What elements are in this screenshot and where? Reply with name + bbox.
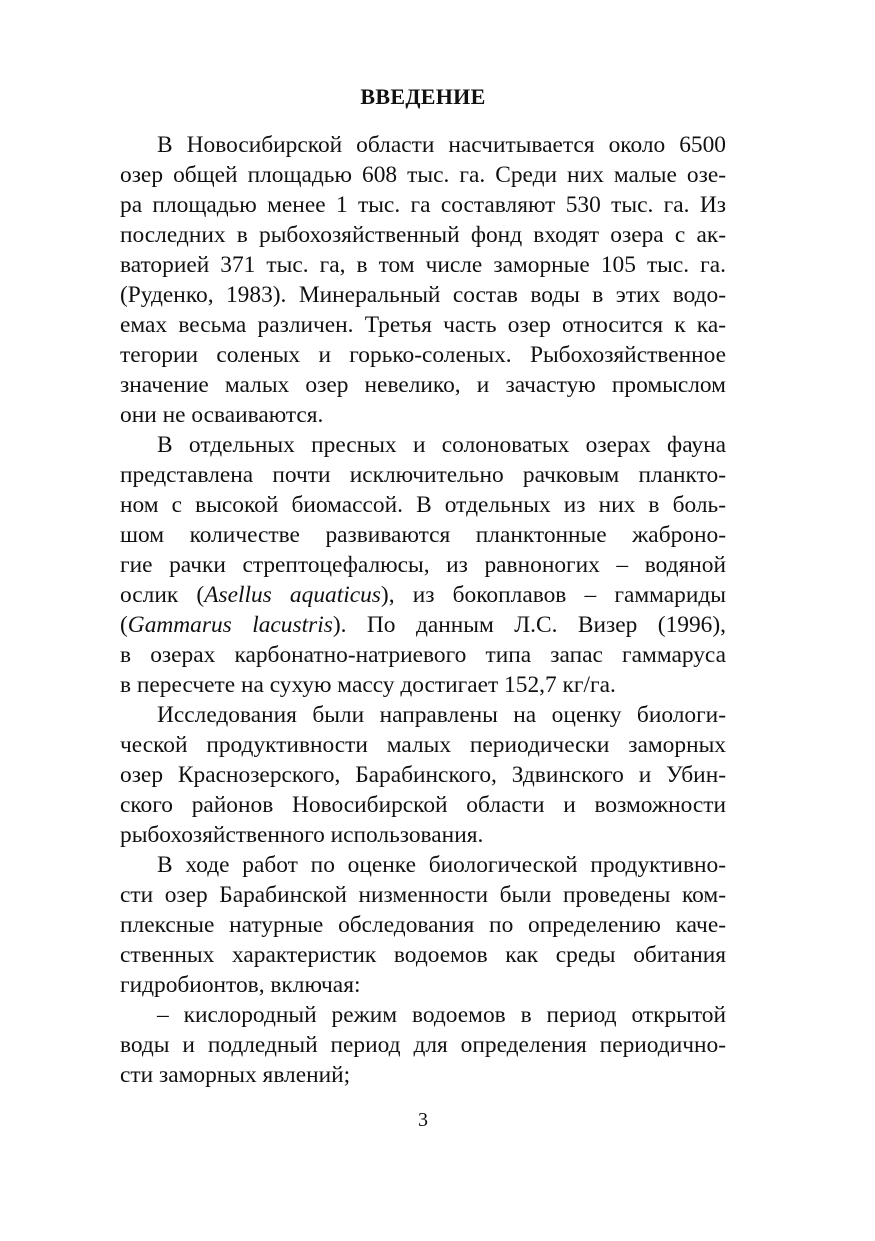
text-line: емах весьма различен. Третья часть озер относится к ка- [120, 312, 726, 338]
text-line: озер общей площадью 608 тыс. га. Среди них малые озе- [120, 162, 726, 188]
text-line: плексные натурные обследования по определению каче- [120, 912, 726, 938]
page-title: ВВЕДЕНИЕ [360, 84, 486, 109]
text-line [120, 610, 726, 640]
text-line: тегории соленых и горько-соленых. Рыбохозяйственное [120, 342, 726, 368]
text-run: ( [120, 612, 128, 638]
text-line: ческой продуктивности малых периодически заморных [120, 732, 726, 758]
text-line: шом количестве развиваются планктонные жаброно- [120, 522, 726, 548]
text-line [120, 580, 726, 610]
text-line: последних в рыбохозяйственный фонд входят озера с ак- [120, 222, 726, 248]
text-line: в пересчете на сухую массу достигает 152,7 кг/га. [120, 672, 616, 698]
text-line: значение малых озер невелико, и зачастую промыслом [120, 372, 726, 398]
text-line: Исследования были направлены на оценку биологи- [157, 702, 726, 728]
text-line: сти заморных явлений; [120, 1062, 351, 1088]
text-run: ), из бокоплавов – гаммариды [380, 582, 727, 608]
text-line: сти озер Барабинской низменности были проведены ком- [120, 882, 726, 908]
text-line: В ходе работ по оценке биологической продуктивно- [157, 852, 726, 878]
text-line: ского районов Новосибирской области и возможности [120, 792, 726, 818]
text-run: ). По данным Л.С. Визер (1996), [332, 612, 726, 638]
text-run: ослик ( [120, 582, 205, 608]
text-line: ственных характеристик водоемов как среды обитания [120, 942, 726, 968]
text-line: рыбохозяйственного использования. [120, 822, 484, 848]
text-line: представлена почти исключительно рачковым планкто- [120, 462, 726, 488]
text-line: гидробионтов, включая: [120, 972, 361, 998]
text-line: ра площадью менее 1 тыс. га составляют 530 тыс. га. Из [120, 192, 726, 218]
species-name: Asellus aquaticus [204, 582, 381, 608]
text-line: ном с высокой биомассой. В отдельных из них в боль- [120, 492, 726, 518]
text-line: (Руденко, 1983). Минеральный состав воды в этих водо- [120, 282, 726, 308]
text-line: озер Краснозерского, Барабинского, Здвинского и Убин- [120, 762, 726, 788]
text-line: в озерах карбонатно-натриевого типа запас гаммаруса [120, 642, 726, 668]
text-line: гие рачки стрептоцефалюсы, из равноногих – водяной [120, 552, 726, 578]
text-line: – кислородный режим водоемов в период открытой [157, 1002, 726, 1028]
text-line: В отдельных пресных и солоноватых озерах фауна [157, 432, 726, 458]
text-line: они не осваиваются. [120, 402, 324, 428]
species-name: Gammarus lacustris [127, 612, 333, 638]
text-line: воды и подледный период для определения периодично- [120, 1032, 726, 1058]
text-line: ваторией 371 тыс. га, в том числе заморные 105 тыс. га. [120, 252, 726, 278]
text-line: В Новосибирской области насчитывается около 6500 [157, 132, 726, 158]
page-number: 3 [418, 1109, 428, 1131]
